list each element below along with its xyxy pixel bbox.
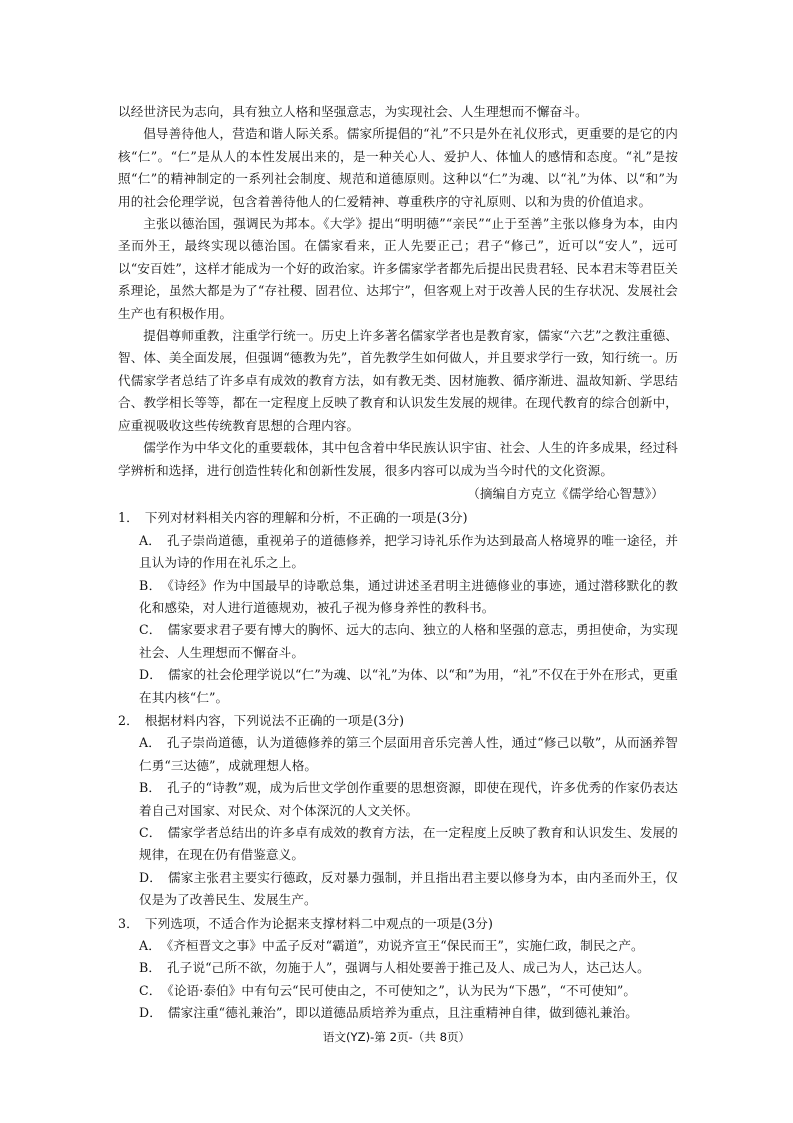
question-2: [118, 710, 678, 912]
question-1: [118, 507, 678, 709]
option-text: 儒家的社会伦理学说以“仁”为魂、以“礼”为体、以“和”为用，“礼”不仅在于外在形式，更重在其内核“仁”。: [139, 667, 678, 705]
passage-paragraph: 以经世济民为志向，具有独立人格和坚强意志，为实现社会、人生理想而不懈奋斗。: [118, 104, 588, 119]
passage-paragraph: 儒学作为中华文化的重要载体，其中包含着中华民族认识宇宙、社会、人生的许多成果，经过科学辨析和选择，进行创造性转化和创新性发展，很多内容可以成为当今时代的文化资源。: [118, 440, 678, 478]
option-b: [118, 957, 678, 979]
option-text: 《齐桓晋文之事》中孟子反对“霸道”，劝说齐宣王“保民而王”，实施仁政，制民之产。: [166, 938, 644, 954]
option-letter: B．: [139, 780, 162, 796]
page-footer: 语文(YZ)-第 2页-（共 8页）: [322, 1030, 471, 1044]
option-a: [118, 530, 678, 575]
option-b: [118, 777, 678, 822]
option-letter: A．: [139, 735, 162, 751]
option-text: 孔子说“己所不欲，勿施于人”，强调与人相处要善于推己及人、成己为人，达己达人。: [167, 960, 650, 976]
option-letter: D．: [139, 869, 163, 885]
passage-paragraph: 倡导善待他人，营造和谐人际关系。儒家所提倡的“礼”不只是外在礼仪形式，更重要的是它的内核“仁”。“仁”是从人的本性发展出来的，是一种关心人、爱护人、体恤人的感情和态度。“礼”是按照“仁”的精神制定的一系列社会制度、规范和道德原则。这种以“仁”为魂、以“礼”为体、以“和”为用的社会伦理学说，包含着善待他人的仁爱精神、尊重秩序的守礼原则、以和为贵的价值追求。: [118, 126, 678, 209]
option-text: 孔子的“诗教”观，成为后世文学创作重要的思想资源，即使在现代，许多优秀的作家仍表达着自己对国家、对民众、对个体深沉的人文关怀。: [139, 780, 678, 818]
option-c: [118, 822, 678, 867]
document-body: [118, 101, 678, 1025]
source-citation: （摘编自方克立《儒学给心智慧》）: [467, 485, 664, 501]
option-letter: C．: [139, 825, 162, 840]
option-d: [118, 867, 678, 912]
option-letter: C．: [139, 982, 162, 998]
option-text: 孔子崇尚道德，重视弟子的道德修养，把学习诗礼乐作为达到最高人格境界的唯一途径，并且认为诗的作用在礼乐之上。: [139, 532, 679, 571]
option-letter: B．: [139, 960, 162, 976]
option-letter: D．: [139, 1005, 162, 1021]
option-text: 儒家要求君子要有博大的胸怀、远大的志向、独立的人格和坚强的意志，勇担使命，为实现社会、人生理想而不懈奋斗。: [139, 622, 679, 660]
option-c: [118, 619, 678, 664]
option-a: [118, 732, 678, 777]
option-text: 儒家主张君主要实行德政，反对暴力强制，并且指出君主要以修身为本，由内圣而外王，仅仅是为了改善民生、发展生产。: [139, 869, 678, 908]
option-b: [118, 575, 678, 620]
question-stem: [118, 507, 678, 529]
question-number: 3．: [118, 915, 139, 931]
question-3: [118, 913, 678, 1025]
passage-paragraph: 提倡尊师重教，注重学行统一。历史上许多著名儒家学者也是教育家，儒家“六艺”之教注重德、智、体、美全面发展，但强调“德教为先”，首先教学生如何做人，并且要求学行一致，知行统一。历代儒家学者总结了许多卓有成效的教育方法，如有教无类、因材施教、循序渐进、温故知新、学思结合、教学相长等等，都在一定程度上反映了教育和认识发生发展的规律。在现代教育的综合创新中，应重视吸收这些传统教育思想的合理内容。: [118, 328, 678, 433]
option-text: 《诗经》作为中国最早的诗歌总集，通过讲述圣君明主进德修业的事迹，通过潜移默化的教化和感染，对人进行道德规劝，被孔子视为修身养性的教科书。: [139, 577, 678, 615]
option-d: [118, 664, 678, 709]
question-stem-text: 根据材料内容，下列说法不正确的一项是(3分): [144, 712, 405, 728]
option-text: 《论语·泰伯》中有句云“民可使由之，不可使知之”，认为民为“下愚”，“不可使知”。: [167, 982, 637, 998]
question-number: 1．: [118, 510, 139, 526]
option-a: [118, 935, 678, 957]
question-number: 2．: [118, 712, 139, 728]
option-text: 儒家注重“德礼兼治”，即以道德品质培养为重点，且注重精神自律，做到德礼兼治。: [167, 1005, 638, 1021]
option-c: [118, 980, 678, 1002]
option-d: [118, 1002, 678, 1024]
question-stem-text: 下列选项，不适合作为论据来支撑材料二中观点的一项是(3分): [144, 915, 493, 931]
question-stem: [118, 913, 678, 935]
option-letter: A．: [139, 532, 162, 548]
option-text: 儒家学者总结出的许多卓有成效的教育方法，在一定程度上反映了教育和认识发生、发展的规律，在现在仍有借鉴意义。: [139, 825, 679, 863]
option-letter: B．: [139, 577, 162, 593]
option-letter: D．: [139, 667, 162, 683]
question-stem-text: 下列对材料相关内容的理解和分析，不正确的一项是(3分): [144, 510, 468, 526]
option-letter: C．: [139, 622, 162, 638]
option-letter: A．: [139, 938, 161, 954]
option-text: 孔子崇尚道德，认为道德修养的第三个层面用音乐完善人性，通过“修己以敬”，从而涵养智仁勇“三达德”，成就理想人格。: [139, 735, 678, 773]
question-stem: [118, 710, 678, 732]
passage-paragraph: 主张以德治国，强调民为邦本。《大学》提出“明明德”“亲民”“止于至善”主张以修身为本，由内圣而外王，最终实现以德治国。在儒家看来，正人先要正己；君子“修己”，近可以“安人”，远可以“安百姓”，这样才能成为一个好的政治家。许多儒家学者都先后提出民贵君轻、民本君末等君臣关系理论，虽然大都是为了“存社稷、固君位、达邦宁”，但客观上对于改善人民的生存状况、发展社会生产也有积极作用。: [118, 216, 678, 321]
